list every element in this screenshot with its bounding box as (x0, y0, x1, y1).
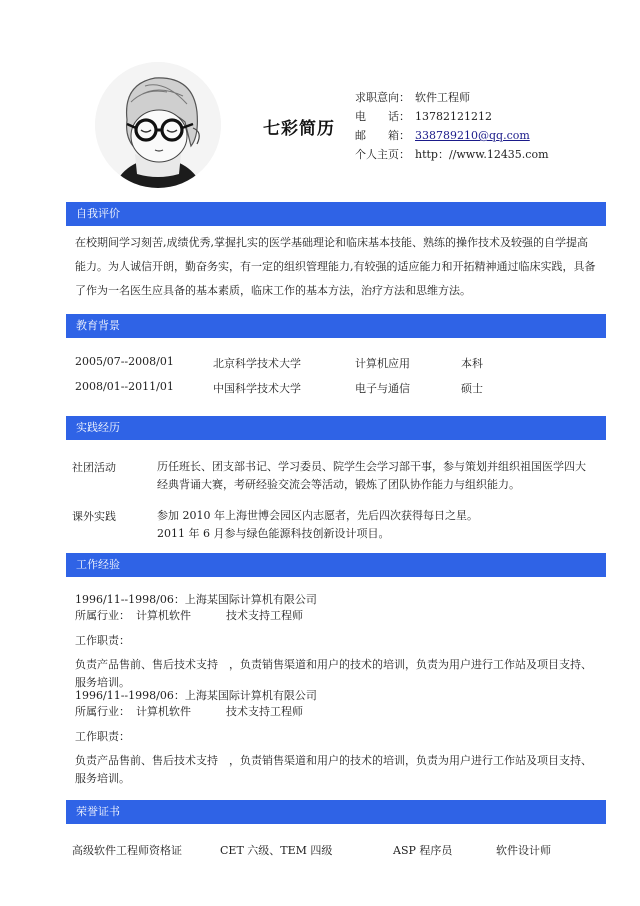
phone-row (355, 107, 549, 126)
job-target-row (355, 88, 549, 107)
edu-major: 电子与通信 (355, 382, 410, 395)
job-position: 技术支持工程师 (226, 609, 303, 622)
email-link[interactable]: 338789210@qq.com (415, 129, 530, 142)
edu-school: 北京科学技术大学 (213, 357, 301, 370)
contact-label: 邮 箱： (355, 129, 410, 142)
contact-label: 电 话： (355, 110, 410, 123)
edu-period: 2008/01--2011/01 (75, 380, 174, 393)
job-period: 1996/11--1998/06：上海某国际计算机有限公司 (75, 593, 317, 606)
edu-degree: 本科 (461, 357, 483, 370)
edu-major: 计算机应用 (355, 357, 410, 370)
contact-label: 个人主页： (355, 148, 410, 161)
text-line: 经典背诵大赛，考研经验交流会等活动，锻炼了团队协作能力与组织能力。 (157, 478, 520, 491)
resume-title: 七彩简历 (263, 119, 335, 139)
job-duty (75, 752, 605, 788)
edu-period: 2005/07--2008/01 (75, 355, 174, 368)
job-industry-label: 所属行业： (75, 705, 130, 718)
edu-school: 中国科学技术大学 (213, 382, 301, 395)
text-line: 了作为一名医生应具备的基本素质，临床工作的基本方法，治疗方法和思维方法。 (75, 284, 471, 297)
job-industry: 计算机软件 (136, 609, 191, 622)
honor-item: CET 六级、TEM 四级 (220, 844, 333, 857)
practice-label: 社团活动 (72, 461, 116, 474)
section-header-self-eval: 自我评价 (66, 202, 606, 226)
job-duty-label: 工作职责： (75, 730, 130, 743)
edu-degree: 硕士 (461, 382, 483, 395)
section-header-work: 工作经验 (66, 553, 606, 577)
avatar-illustration-icon (95, 62, 221, 188)
section-header-education: 教育背景 (66, 314, 606, 338)
homepage-row (355, 145, 549, 164)
avatar (95, 62, 221, 188)
section-header-practice: 实践经历 (66, 416, 606, 440)
text-line: 2011 年 6 月参与绿色能源科技创新设计项目。 (157, 527, 390, 540)
text-line: 历任班长、团支部书记、学习委员、院学生会学习部干事，参与策划并组织祖国医学四大 (157, 460, 586, 473)
self-eval-text (75, 231, 605, 303)
job-position: 技术支持工程师 (226, 705, 303, 718)
job-industry: 计算机软件 (136, 705, 191, 718)
honor-item: 软件设计师 (496, 844, 551, 857)
email-row (355, 126, 549, 145)
practice-desc (157, 507, 607, 543)
practice-desc (157, 458, 607, 494)
job-duty-label: 工作职责： (75, 634, 130, 647)
text-line: 服务培训。 (75, 676, 130, 689)
text-line: 能力。为人诚信开朗，勤奋务实，有一定的组织管理能力,有较强的适应能力和开拓精神通过临床实践，具备 (75, 260, 596, 273)
contact-label: 求职意向： (355, 91, 410, 104)
practice-label: 课外实践 (72, 510, 116, 523)
section-header-honors: 荣誉证书 (66, 800, 606, 824)
text-line: 负责产品售前、售后技术支持 ，负责销售渠道和用户的技术的培训，负责为用户进行工作站及项目支持、 (75, 754, 592, 767)
text-line: 负责产品售前、售后技术支持 ，负责销售渠道和用户的技术的培训，负责为用户进行工作站及项目支持、 (75, 658, 592, 671)
honor-item: ASP 程序员 (393, 844, 453, 857)
contact-block (355, 88, 549, 164)
text-line: 在校期间学习刻苦,成绩优秀,掌握扎实的医学基础理论和临床基本技能、熟练的操作技术及较强的自学提高 (75, 236, 588, 249)
contact-value: 软件工程师 (415, 91, 470, 104)
text-line: 参加 2010 年上海世博会园区内志愿者，先后四次获得每日之星。 (157, 509, 478, 522)
job-period: 1996/11--1998/06：上海某国际计算机有限公司 (75, 689, 317, 702)
contact-value: 13782121212 (415, 110, 492, 123)
text-line: 服务培训。 (75, 772, 130, 785)
honor-item: 高级软件工程师资格证 (72, 844, 182, 857)
job-industry-label: 所属行业： (75, 609, 130, 622)
contact-value: http：//www.12435.com (415, 148, 549, 161)
